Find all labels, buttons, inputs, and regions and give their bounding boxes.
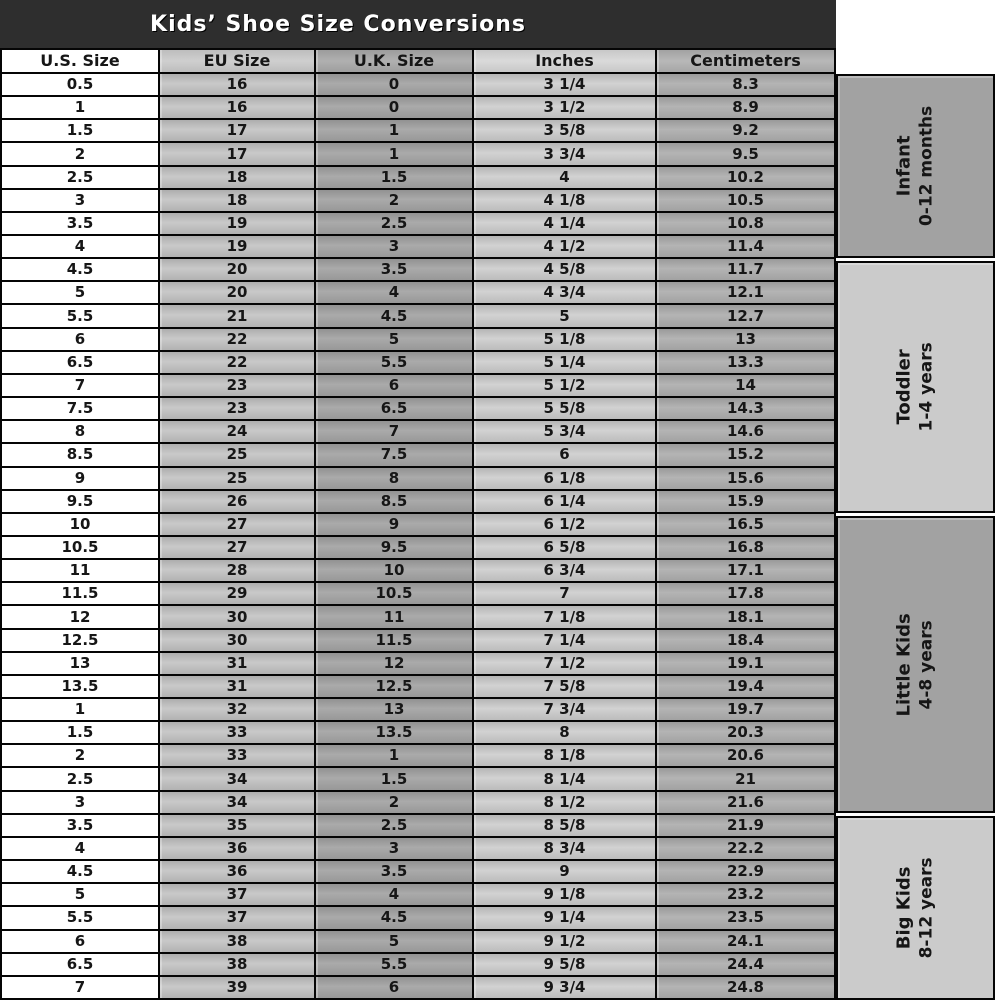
table-row: [0, 653, 836, 676]
table-row: [0, 305, 836, 328]
age-group-text: [894, 106, 938, 226]
column-header-centimeters: Centimeters: [657, 48, 836, 74]
table-row: [0, 838, 836, 861]
table-cell-eu-size: 33: [160, 745, 316, 768]
table-cell-inches: 9 1/8: [474, 884, 657, 907]
table-cell-u-k-size: 5.5: [316, 954, 474, 977]
table-cell-centimeters: 21: [657, 768, 836, 791]
table-row: [0, 861, 836, 884]
table-cell-centimeters: 19.4: [657, 676, 836, 699]
table-cell-eu-size: 23: [160, 375, 316, 398]
table-row: [0, 120, 836, 143]
age-group-infant: [836, 74, 995, 258]
table-cell-centimeters: 15.6: [657, 468, 836, 491]
table-cell-eu-size: 17: [160, 120, 316, 143]
table-cell-inches: 4 5/8: [474, 259, 657, 282]
table-cell-eu-size: 36: [160, 861, 316, 884]
column-header-u-s-size: U.S. Size: [0, 48, 160, 74]
table-cell-centimeters: 9.2: [657, 120, 836, 143]
table-cell-eu-size: 29: [160, 583, 316, 606]
table-cell-u-s-size: 12.5: [0, 630, 160, 653]
table-cell-eu-size: 32: [160, 699, 316, 722]
table-cell-inches: 8 5/8: [474, 815, 657, 838]
table-body: [0, 74, 836, 1000]
table-cell-eu-size: 27: [160, 537, 316, 560]
table-cell-u-s-size: 11: [0, 560, 160, 583]
table-cell-u-k-size: 9.5: [316, 537, 474, 560]
table-cell-u-k-size: 13.5: [316, 722, 474, 745]
column-header-inches: Inches: [474, 48, 657, 74]
table-row: [0, 375, 836, 398]
age-group-little-kids: [836, 516, 995, 813]
table-row: [0, 722, 836, 745]
table-cell-u-s-size: 2: [0, 143, 160, 166]
table-cell-eu-size: 17: [160, 143, 316, 166]
table-cell-u-k-size: 10: [316, 560, 474, 583]
table-cell-inches: 4 1/2: [474, 236, 657, 259]
table-cell-inches: 8 1/2: [474, 792, 657, 815]
table-row: [0, 282, 836, 305]
table-cell-u-k-size: 12: [316, 653, 474, 676]
age-group-text: [894, 613, 938, 716]
table-cell-u-s-size: 4.5: [0, 259, 160, 282]
table-cell-u-k-size: 0: [316, 74, 474, 97]
table-cell-u-k-size: 3.5: [316, 259, 474, 282]
table-cell-centimeters: 16.8: [657, 537, 836, 560]
table-row: [0, 792, 836, 815]
table-cell-eu-size: 27: [160, 514, 316, 537]
table-cell-centimeters: 24.4: [657, 954, 836, 977]
table-cell-u-s-size: 3: [0, 190, 160, 213]
table-cell-u-k-size: 8.5: [316, 491, 474, 514]
table-cell-u-k-size: 11: [316, 606, 474, 629]
age-group-text: [894, 342, 938, 431]
age-group-sublabel: 8-12 years: [916, 857, 937, 959]
table-cell-centimeters: 10.8: [657, 213, 836, 236]
table-cell-u-s-size: 13.5: [0, 676, 160, 699]
table-row: [0, 699, 836, 722]
age-group-label: Big Kids: [893, 866, 915, 950]
table-cell-centimeters: 12.7: [657, 305, 836, 328]
age-group-sublabel: 0-12 months: [916, 105, 937, 227]
table-cell-u-s-size: 10.5: [0, 537, 160, 560]
table-cell-centimeters: 22.2: [657, 838, 836, 861]
table-cell-u-s-size: 2: [0, 745, 160, 768]
table-cell-inches: 9 5/8: [474, 954, 657, 977]
table-row: [0, 560, 836, 583]
table-cell-centimeters: 14: [657, 375, 836, 398]
table-cell-u-s-size: 3.5: [0, 815, 160, 838]
table-cell-eu-size: 18: [160, 190, 316, 213]
table-cell-inches: 6 1/4: [474, 491, 657, 514]
table-cell-inches: 3 1/4: [474, 74, 657, 97]
table-cell-u-k-size: 4: [316, 884, 474, 907]
table-cell-u-s-size: 5.5: [0, 907, 160, 930]
table-row: [0, 537, 836, 560]
table-row: [0, 583, 836, 606]
table-row: [0, 630, 836, 653]
table-cell-centimeters: 17.8: [657, 583, 836, 606]
table-cell-eu-size: 16: [160, 97, 316, 120]
table-row: [0, 97, 836, 120]
table-cell-eu-size: 19: [160, 213, 316, 236]
table-cell-centimeters: 12.1: [657, 282, 836, 305]
table-row: [0, 977, 836, 1000]
table-cell-inches: 6 1/2: [474, 514, 657, 537]
table-row: [0, 954, 836, 977]
table-cell-u-s-size: 6: [0, 329, 160, 352]
table-cell-centimeters: 20.3: [657, 722, 836, 745]
table-row: [0, 606, 836, 629]
table-row: [0, 907, 836, 930]
table-cell-u-k-size: 8: [316, 468, 474, 491]
table-cell-inches: 3 1/2: [474, 97, 657, 120]
table-cell-inches: 4 1/4: [474, 213, 657, 236]
table-cell-u-s-size: 6.5: [0, 954, 160, 977]
table-cell-u-k-size: 11.5: [316, 630, 474, 653]
age-group-toddler: [836, 261, 995, 513]
table-cell-u-k-size: 12.5: [316, 676, 474, 699]
table-cell-eu-size: 39: [160, 977, 316, 1000]
table-row: [0, 190, 836, 213]
table-cell-centimeters: 18.1: [657, 606, 836, 629]
table-cell-eu-size: 25: [160, 444, 316, 467]
table-cell-centimeters: 14.3: [657, 398, 836, 421]
table-row: [0, 259, 836, 282]
table-cell-u-k-size: 1: [316, 120, 474, 143]
table-cell-u-s-size: 7: [0, 375, 160, 398]
table-cell-u-k-size: 10.5: [316, 583, 474, 606]
table-cell-eu-size: 19: [160, 236, 316, 259]
table-cell-eu-size: 16: [160, 74, 316, 97]
table-cell-centimeters: 8.9: [657, 97, 836, 120]
table-cell-u-s-size: 4.5: [0, 861, 160, 884]
table-cell-u-k-size: 6: [316, 977, 474, 1000]
table-header-row: [0, 48, 836, 74]
table-cell-inches: 9: [474, 861, 657, 884]
table-row: [0, 421, 836, 444]
table-cell-inches: 6 5/8: [474, 537, 657, 560]
table-cell-eu-size: 33: [160, 722, 316, 745]
table-cell-u-k-size: 7: [316, 421, 474, 444]
table-cell-u-k-size: 13: [316, 699, 474, 722]
table-cell-inches: 5 1/2: [474, 375, 657, 398]
age-group-big-kids: [836, 816, 995, 1000]
table-cell-centimeters: 14.6: [657, 421, 836, 444]
table-cell-inches: 4 3/4: [474, 282, 657, 305]
table-row: [0, 468, 836, 491]
age-group-sublabel: 1-4 years: [916, 342, 937, 432]
table-cell-centimeters: 22.9: [657, 861, 836, 884]
table-cell-inches: 7 3/4: [474, 699, 657, 722]
table-cell-inches: 3 5/8: [474, 120, 657, 143]
table-cell-u-s-size: 8.5: [0, 444, 160, 467]
table-cell-u-k-size: 3.5: [316, 861, 474, 884]
table-cell-eu-size: 22: [160, 352, 316, 375]
table-cell-u-k-size: 7.5: [316, 444, 474, 467]
column-header-u-k-size: U.K. Size: [316, 48, 474, 74]
table-cell-inches: 5 1/4: [474, 352, 657, 375]
age-group-label: Little Kids: [893, 612, 915, 716]
table-cell-u-k-size: 2: [316, 190, 474, 213]
table-cell-u-k-size: 9: [316, 514, 474, 537]
table-cell-inches: 6 3/4: [474, 560, 657, 583]
table-cell-u-k-size: 1.5: [316, 768, 474, 791]
table-cell-inches: 7: [474, 583, 657, 606]
table-cell-inches: 5 1/8: [474, 329, 657, 352]
table-cell-inches: 8 3/4: [474, 838, 657, 861]
conversion-table: [0, 48, 836, 1000]
table-cell-u-k-size: 2: [316, 792, 474, 815]
table-cell-centimeters: 11.4: [657, 236, 836, 259]
table-cell-inches: 8 1/4: [474, 768, 657, 791]
table-cell-inches: 8: [474, 722, 657, 745]
table-row: [0, 213, 836, 236]
table-cell-u-k-size: 2.5: [316, 213, 474, 236]
table-cell-centimeters: 24.1: [657, 931, 836, 954]
table-cell-u-s-size: 0.5: [0, 74, 160, 97]
table-cell-u-k-size: 4.5: [316, 305, 474, 328]
table-cell-u-s-size: 13: [0, 653, 160, 676]
age-group-sidebar: [836, 74, 1000, 1000]
table-cell-centimeters: 19.7: [657, 699, 836, 722]
table-cell-centimeters: 21.6: [657, 792, 836, 815]
table-cell-u-s-size: 4: [0, 838, 160, 861]
table-cell-u-s-size: 1: [0, 97, 160, 120]
column-header-eu-size: EU Size: [160, 48, 316, 74]
age-group-label: Infant: [893, 135, 915, 197]
table-cell-eu-size: 24: [160, 421, 316, 444]
table-cell-eu-size: 35: [160, 815, 316, 838]
table-cell-u-s-size: 5: [0, 884, 160, 907]
table-cell-eu-size: 28: [160, 560, 316, 583]
table-cell-inches: 4: [474, 167, 657, 190]
table-cell-u-k-size: 5.5: [316, 352, 474, 375]
table-cell-centimeters: 17.1: [657, 560, 836, 583]
table-cell-u-s-size: 7.5: [0, 398, 160, 421]
table-cell-eu-size: 38: [160, 954, 316, 977]
table-cell-inches: 7 1/2: [474, 653, 657, 676]
table-row: [0, 167, 836, 190]
table-cell-u-k-size: 3: [316, 838, 474, 861]
table-row: [0, 398, 836, 421]
table-row: [0, 329, 836, 352]
table-cell-eu-size: 31: [160, 676, 316, 699]
table-cell-u-s-size: 11.5: [0, 583, 160, 606]
table-cell-eu-size: 21: [160, 305, 316, 328]
table-row: [0, 676, 836, 699]
table-cell-u-s-size: 9: [0, 468, 160, 491]
table-cell-centimeters: 8.3: [657, 74, 836, 97]
table-cell-inches: 6 1/8: [474, 468, 657, 491]
table-cell-centimeters: 15.2: [657, 444, 836, 467]
table-row: [0, 444, 836, 467]
table-cell-centimeters: 18.4: [657, 630, 836, 653]
table-cell-inches: 9 1/2: [474, 931, 657, 954]
table-cell-eu-size: 23: [160, 398, 316, 421]
page-title: Kids’ Shoe Size Conversions: [150, 11, 526, 37]
table-cell-inches: 3 3/4: [474, 143, 657, 166]
table-cell-eu-size: 30: [160, 606, 316, 629]
table-cell-u-s-size: 5.5: [0, 305, 160, 328]
table-cell-u-k-size: 6: [316, 375, 474, 398]
table-cell-u-s-size: 2.5: [0, 167, 160, 190]
age-group-sublabel: 4-8 years: [916, 619, 937, 709]
table-cell-eu-size: 38: [160, 931, 316, 954]
table-cell-u-s-size: 10: [0, 514, 160, 537]
table-cell-inches: 7 1/8: [474, 606, 657, 629]
age-group-text: [894, 857, 938, 958]
table-cell-eu-size: 34: [160, 792, 316, 815]
table-cell-centimeters: 10.5: [657, 190, 836, 213]
table-cell-inches: 9 3/4: [474, 977, 657, 1000]
table-cell-u-k-size: 1: [316, 143, 474, 166]
table-row: [0, 74, 836, 97]
table-row: [0, 884, 836, 907]
table-cell-inches: 5: [474, 305, 657, 328]
table-cell-u-k-size: 0: [316, 97, 474, 120]
table-row: [0, 745, 836, 768]
table-cell-u-k-size: 1.5: [316, 167, 474, 190]
table-cell-u-s-size: 12: [0, 606, 160, 629]
table-cell-u-s-size: 2.5: [0, 768, 160, 791]
table-cell-inches: 7 1/4: [474, 630, 657, 653]
table-row: [0, 931, 836, 954]
title-bar: [0, 0, 836, 48]
table-row: [0, 236, 836, 259]
table-row: [0, 815, 836, 838]
table-cell-centimeters: 19.1: [657, 653, 836, 676]
table-cell-eu-size: 37: [160, 884, 316, 907]
table-cell-u-s-size: 3: [0, 792, 160, 815]
table-cell-inches: 4 1/8: [474, 190, 657, 213]
table-cell-centimeters: 20.6: [657, 745, 836, 768]
table-cell-u-s-size: 8: [0, 421, 160, 444]
table-cell-eu-size: 36: [160, 838, 316, 861]
table-cell-u-k-size: 5: [316, 931, 474, 954]
table-cell-u-k-size: 2.5: [316, 815, 474, 838]
table-cell-eu-size: 22: [160, 329, 316, 352]
table-cell-centimeters: 11.7: [657, 259, 836, 282]
table-cell-eu-size: 20: [160, 259, 316, 282]
table-cell-centimeters: 10.2: [657, 167, 836, 190]
table-cell-u-k-size: 1: [316, 745, 474, 768]
table-cell-inches: 5 3/4: [474, 421, 657, 444]
table-cell-eu-size: 26: [160, 491, 316, 514]
table-cell-inches: 9 1/4: [474, 907, 657, 930]
table-cell-centimeters: 24.8: [657, 977, 836, 1000]
table-cell-u-k-size: 5: [316, 329, 474, 352]
table-cell-centimeters: 9.5: [657, 143, 836, 166]
table-cell-eu-size: 31: [160, 653, 316, 676]
table-row: [0, 768, 836, 791]
table-row: [0, 352, 836, 375]
table-cell-inches: 5 5/8: [474, 398, 657, 421]
table-cell-eu-size: 34: [160, 768, 316, 791]
table-cell-eu-size: 37: [160, 907, 316, 930]
table-cell-u-s-size: 1: [0, 699, 160, 722]
table-cell-centimeters: 16.5: [657, 514, 836, 537]
table-cell-u-s-size: 6: [0, 931, 160, 954]
table-cell-u-s-size: 7: [0, 977, 160, 1000]
table-cell-u-s-size: 5: [0, 282, 160, 305]
table-cell-eu-size: 20: [160, 282, 316, 305]
table-cell-u-s-size: 9.5: [0, 491, 160, 514]
table-cell-u-k-size: 3: [316, 236, 474, 259]
age-group-label: Toddler: [893, 349, 915, 425]
table-cell-u-k-size: 4.5: [316, 907, 474, 930]
table-row: [0, 514, 836, 537]
table-row: [0, 491, 836, 514]
table-cell-centimeters: 23.2: [657, 884, 836, 907]
table-cell-u-s-size: 1.5: [0, 722, 160, 745]
table-cell-u-k-size: 4: [316, 282, 474, 305]
table-cell-eu-size: 18: [160, 167, 316, 190]
table-cell-u-s-size: 4: [0, 236, 160, 259]
table-cell-centimeters: 15.9: [657, 491, 836, 514]
table-cell-u-k-size: 6.5: [316, 398, 474, 421]
table-cell-centimeters: 23.5: [657, 907, 836, 930]
table-row: [0, 143, 836, 166]
table-cell-centimeters: 13: [657, 329, 836, 352]
table-cell-inches: 6: [474, 444, 657, 467]
table-cell-u-s-size: 6.5: [0, 352, 160, 375]
table-cell-inches: 7 5/8: [474, 676, 657, 699]
table-cell-u-s-size: 1.5: [0, 120, 160, 143]
table-cell-centimeters: 21.9: [657, 815, 836, 838]
table-cell-u-s-size: 3.5: [0, 213, 160, 236]
table-cell-eu-size: 30: [160, 630, 316, 653]
table-cell-inches: 8 1/8: [474, 745, 657, 768]
table-cell-eu-size: 25: [160, 468, 316, 491]
table-cell-centimeters: 13.3: [657, 352, 836, 375]
